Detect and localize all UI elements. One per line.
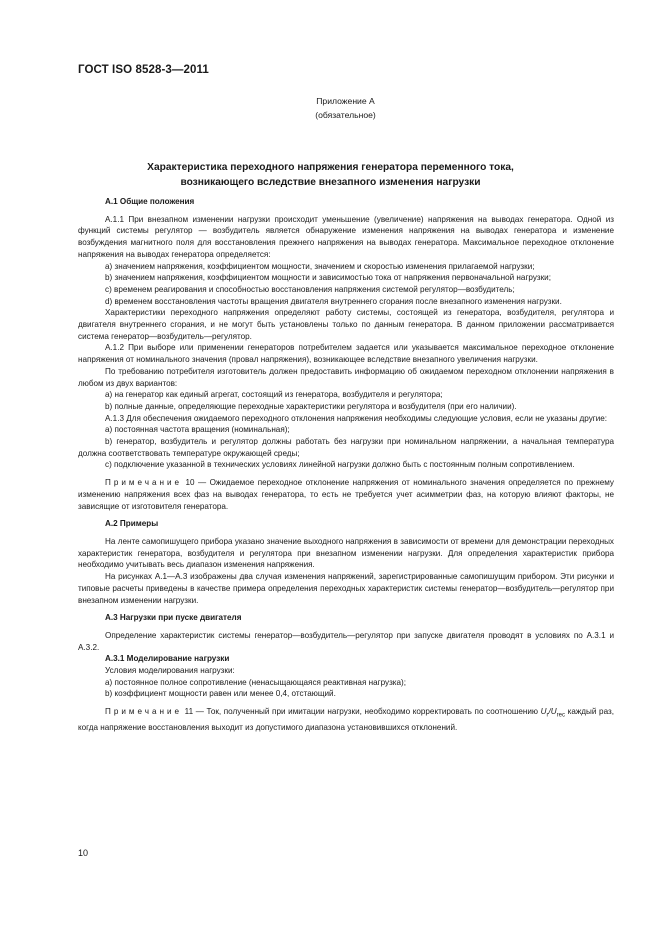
- subsection-heading-a31: А.3.1 Моделирование нагрузки: [105, 654, 230, 664]
- document-body: [78, 196, 614, 734]
- list-item: b) полные данные, определяющие переходные характеристики регулятора и возбудителя (при его наличии).: [105, 401, 517, 411]
- note-10: [78, 477, 614, 512]
- paragraph: А.1.2 При выборе или применении генераторов потребителем задается или указывается максимальное переходное отклонение напряжения от номинального значения (провал напряжения), возникающее вследствие внезапного увеличения нагрузки.: [78, 343, 614, 365]
- section-heading-a1: А.1 Общие положения: [105, 197, 195, 206]
- paragraph: Характеристики переходного напряжения определяют работу системы, состоящей из генератора, возбудителя, регулятора и двигателя внутреннего сгорания, и не могут быть установлены только по данным генератора. В данном приложении рассматривается система генератор—возбудитель—регулятор.: [78, 308, 614, 341]
- section-heading-a3: А.3 Нагрузки при пуске двигателя: [105, 613, 242, 623]
- note-text: каждый раз, когда напряжение восстановления выходит из допустимого диапазона установившихся отклонений.: [78, 707, 614, 733]
- annex-main-title: [0, 160, 661, 190]
- paragraph: На рисунках А.1—А.3 изображены два случая изменения напряжений, зарегистрированные самопишущим прибором. Эти рисунки и типовые расчеты приведены в качестве примера определения переходных характеристик системы генератор—возбудитель—регулятор при внезапном изменении нагрузки.: [78, 572, 614, 605]
- list-item: а) на генератор как единый агрегат, состоящий из генератора, возбудителя и регулятора;: [105, 390, 443, 400]
- list-item: c) подключение указанной в технических условиях линейной нагрузки должно быть с постоянным полным сопротивлением.: [105, 460, 575, 470]
- paragraph: На ленте самопишущего прибора указано значение выходного напряжения в зависимости от времени для демонстрации переходных характеристик генератора, возбудителя и регулятора при внезапном изменении нагрузки. Для определения характеристик прибора необходимо учитывать весь диапазон изменения напряжения.: [78, 536, 614, 570]
- paragraph: Определение характеристик системы генератор—возбудитель—регулятор при запуске двигателя проводят в условиях по А.3.1 и А.3.2.: [78, 630, 614, 652]
- note-text: 10 — Ожидаемое переходное отклонение напряжения от номинального значения определяется по прежнему изменению напряжения всех фаз на выводах генератора, то есть не требуется учет асимметрии фаз, на которую влияют факторы, не зависящие от изготовителя генератора.: [78, 478, 614, 511]
- annex-status: (обязательное): [315, 110, 376, 120]
- title-line-1: Характеристика переходного напряжения генератора переменного тока,: [147, 162, 514, 173]
- voltage-symbol: /U: [548, 707, 557, 717]
- voltage-symbol: U: [540, 707, 547, 717]
- list-item: а) значением напряжения, коэффициентом мощности, значением и скоростью изменения прилагаемой нагрузки;: [105, 261, 535, 271]
- subscript: rec: [556, 712, 565, 719]
- subscript: r: [546, 712, 549, 719]
- note-11: [78, 706, 614, 734]
- section-heading-a2: А.2 Примеры: [105, 519, 159, 529]
- list-item: а) постоянная частота вращения (номинальная);: [105, 425, 290, 435]
- list-item: b) коэффициент мощности равен или менее 0,4, отстающий.: [105, 689, 336, 699]
- document-code: ГОСТ ISO 8528-3—2011: [78, 64, 209, 76]
- title-line-2: возникающего вследствие внезапного изменения нагрузки: [180, 177, 481, 188]
- paragraph: А.1.3 Для обеспечения ожидаемого переходного отклонения напряжения необходимы следующие условия, если не указаны другие:: [105, 413, 608, 423]
- note-label: Примечание: [105, 707, 183, 717]
- note-label: Примечание: [105, 478, 183, 488]
- paragraph: По требованию потребителя изготовитель должен предоставить информацию об ожидаемом переходном отклонении напряжения в любом из двух вариантов:: [78, 366, 614, 388]
- list-item: d) временем восстановления частоты вращения двигателя внутреннего сгорания после внезапного изменения нагрузки.: [105, 296, 562, 306]
- list-item: а) постоянное полное сопротивление (ненасыщающаяся реактивная нагрузка);: [105, 677, 407, 687]
- list-item: c) временем реагирования и способностью восстановления напряжения системой регулятор—возбудитель;: [105, 284, 515, 294]
- note-text: 11 — Ток, полученный при имитации нагрузки, необходимо корректировать по соотношению: [182, 707, 541, 717]
- annex-heading: [0, 94, 661, 122]
- annex-title: Приложение А: [316, 96, 375, 106]
- paragraph: А.1.1 При внезапном изменении нагрузки происходит уменьшение (увеличение) напряжения на выводах генератора. Одной из функций системы регулятор — возбудитель является обнаружение изменения напряжения на выводах генератора и изменение возбуждения магнитного поля для восстановления прежнего напряжения на выводах генератора. Максимальное переходное отклонение напряжения на выводах генератора определяется:: [78, 214, 614, 259]
- paragraph: Условия моделирования нагрузки:: [105, 666, 235, 676]
- page-number: 10: [78, 848, 89, 858]
- list-item: b) генератор, возбудитель и регулятор должны работать без нагрузки при номинальном напряжении, а начальная температура должна соответствовать температуре окружающей среды;: [78, 437, 614, 458]
- list-item: b) значением напряжения, коэффициентом мощности и зависимостью тока от напряжения первоначальной нагрузки;: [105, 273, 551, 283]
